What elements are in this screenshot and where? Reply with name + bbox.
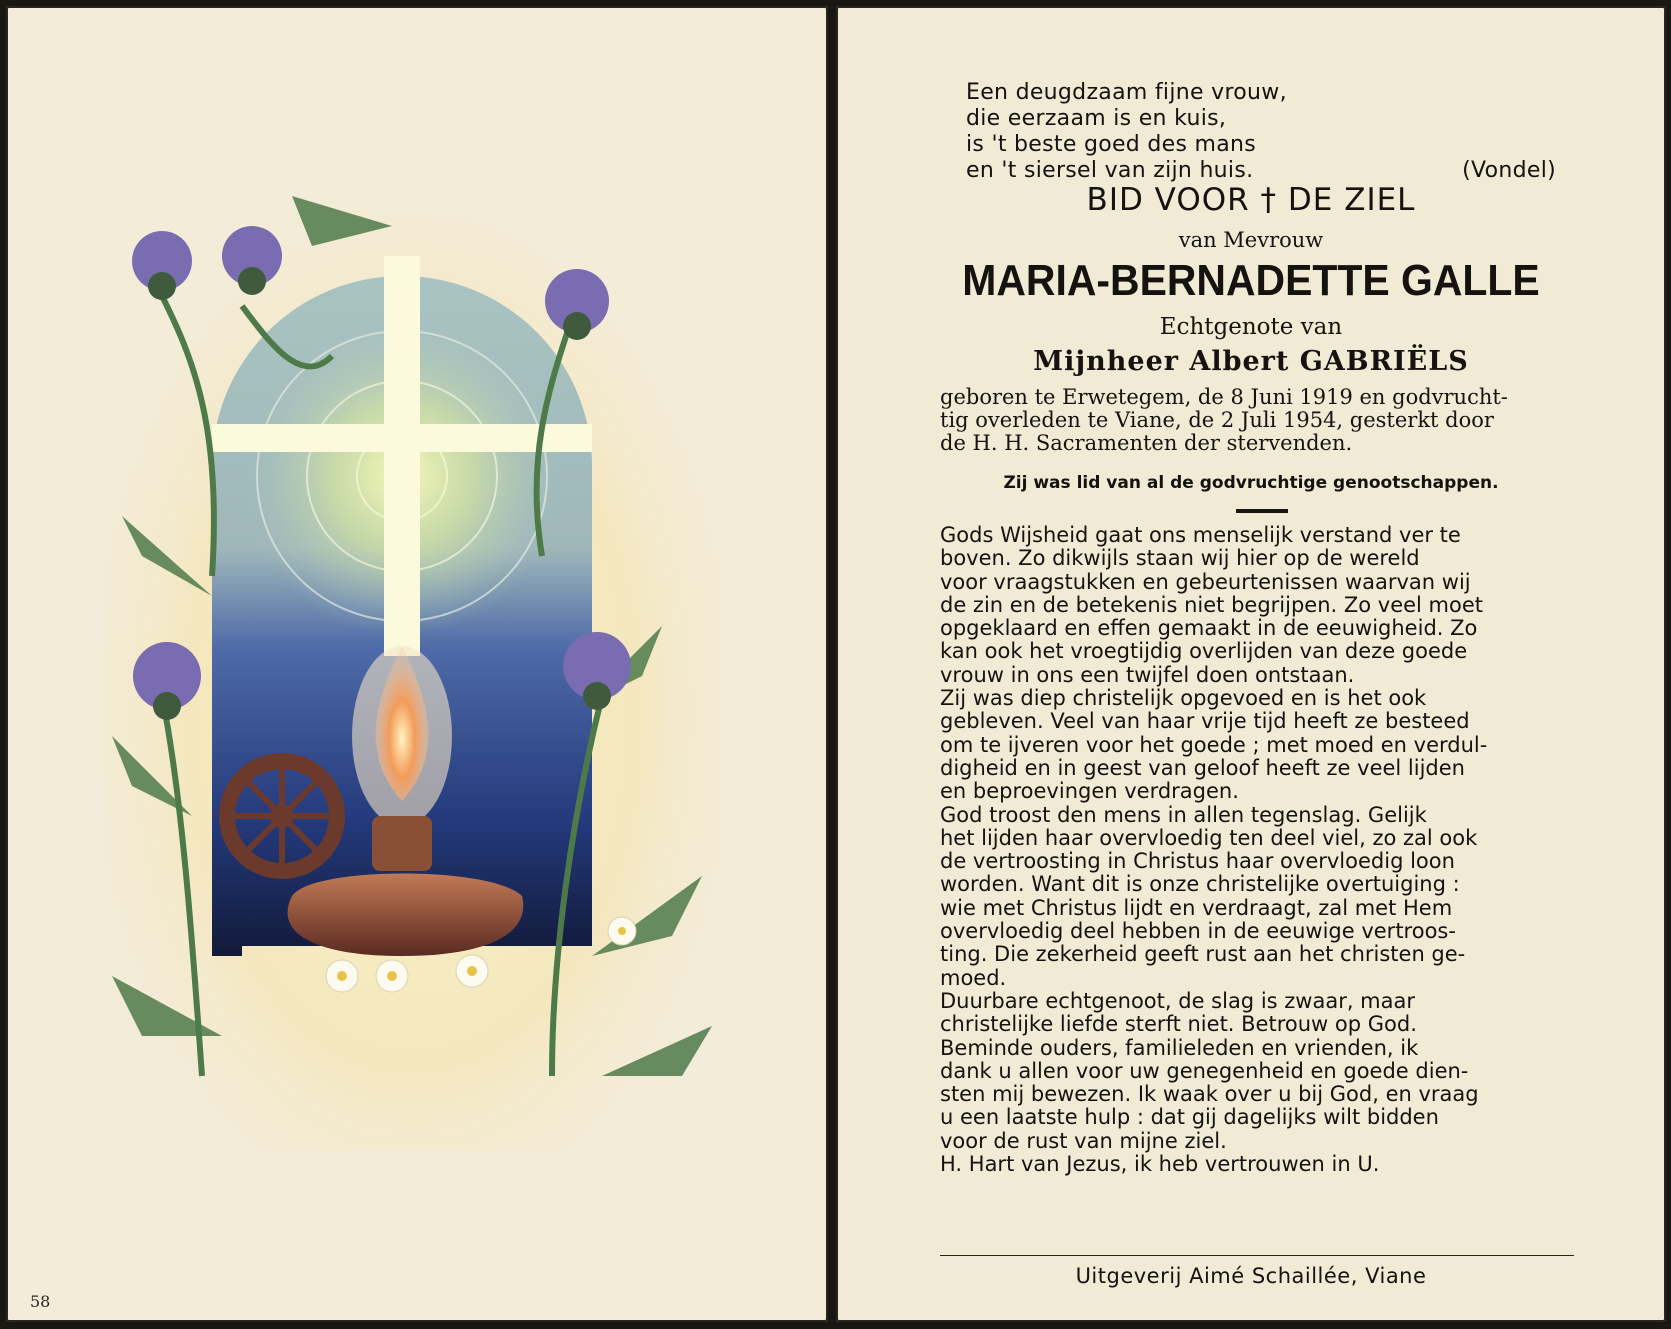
text-line: boven. Zo dikwijls staan wij hier op de wereld (940, 546, 1420, 571)
poem (966, 80, 1556, 184)
text-line: het lijden haar overvloedig ten deel viel, zo zal ook (940, 825, 1478, 850)
text-line: om te ijveren voor het goede ; met moed en verdul- (940, 732, 1488, 757)
poem-line: is 't beste goed des mans (966, 132, 1257, 157)
text-line: moed. (940, 965, 1007, 990)
text-line: dank u allen voor uw genegenheid en goede dien- (940, 1058, 1469, 1083)
birth-death-details (940, 386, 1574, 455)
text-line: de zin en de betekenis niet begrijpen. Zo veel moet (940, 592, 1484, 617)
publisher-line: Uitgeverij Aimé Schaillée, Viane (1075, 1264, 1427, 1288)
text-line: voor de rust van mijne ziel. (940, 1128, 1227, 1153)
divider-long (940, 1255, 1574, 1256)
text-line: voor vraagstukken en gebeurtenissen waarvan wij (940, 569, 1471, 594)
title-prefix: van Mevrouw (1178, 228, 1324, 252)
divider-short (1236, 509, 1288, 513)
text-line: overvloedig deel hebben in de eeuwige vertroos- (940, 919, 1456, 944)
deceased-name: MARIA-BERNADETTE GALLE (962, 256, 1540, 305)
cross-lamp-illustration (102, 176, 722, 1151)
text-line: wie met Christus lijdt en verdraagt, zal met Hem (940, 895, 1453, 920)
spouse-prefix: Echtgenote van (1159, 314, 1343, 340)
membership-note: Zij was lid van al de godvruchtige genootschappen. (1003, 473, 1499, 493)
text-line: God troost den mens in allen tegenslag. Gelijk (940, 802, 1427, 827)
prayer-heading: BID VOOR † DE ZIEL (1086, 182, 1416, 218)
text-line: opgeklaard en effen gemaakt in de eeuwigheid. Zo (940, 616, 1478, 641)
poem-line: die eerzaam is en kuis, (966, 106, 1227, 131)
text-line: worden. Want dit is onze christelijke overtuiging : (940, 872, 1460, 897)
memorial-text (940, 524, 1580, 1176)
text-line: vrouw in ons een twijfel doen ontstaan. (940, 662, 1355, 687)
text-line: digheid en in geest van geloof heeft ze veel lijden (940, 755, 1465, 780)
memorial-card-front (6, 6, 828, 1322)
text-line: ting. Die zekerheid geeft rust aan het christen ge- (940, 942, 1466, 967)
poem-attribution: (Vondel) (1462, 158, 1556, 183)
text-line: H. Hart van Jezus, ik heb vertrouwen in U. (940, 1152, 1380, 1177)
text-line: kan ook het vroegtijdig overlijden van deze goede (940, 639, 1468, 664)
text-line: Duurbare echtgenoot, de slag is zwaar, maar (940, 988, 1416, 1013)
text-line: gebleven. Veel van haar vrije tijd heeft ze besteed (940, 709, 1470, 734)
memorial-card-back (836, 6, 1666, 1322)
poem-line: en 't siersel van zijn huis. (966, 158, 1254, 183)
text-line: en beproevingen verdragen. (940, 779, 1239, 804)
poem-line: Een deugdzaam fijne vrouw, (966, 80, 1287, 105)
text-line: Gods Wijsheid gaat ons menselijk verstand ver te (940, 523, 1461, 547)
text-line: Beminde ouders, familieleden en vrienden, ik (940, 1035, 1419, 1060)
details-line: geboren te Erwetegem, de 8 Juni 1919 en godvrucht- (940, 385, 1508, 409)
text-line: u een laatste hulp : dat gij dagelijks wilt bidden (940, 1105, 1439, 1130)
details-line: de H. H. Sacramenten der stervenden. (940, 431, 1353, 455)
text-line: christelijke liefde sterft niet. Betrouw op God. (940, 1012, 1417, 1037)
text-line: Zij was diep christelijk opgevoed en is het ook (940, 686, 1427, 711)
spouse-name: Mijnheer Albert GABRIËLS (1033, 346, 1469, 377)
details-line: tig overleden te Viane, de 2 Juli 1954, gesterkt door (940, 408, 1494, 432)
text-line: sten mij bewezen. Ik waak over u bij God, en vraag (940, 1082, 1479, 1107)
card-number: 58 (30, 1292, 51, 1311)
text-line: de vertroosting in Christus haar overvloedig loon (940, 849, 1455, 874)
